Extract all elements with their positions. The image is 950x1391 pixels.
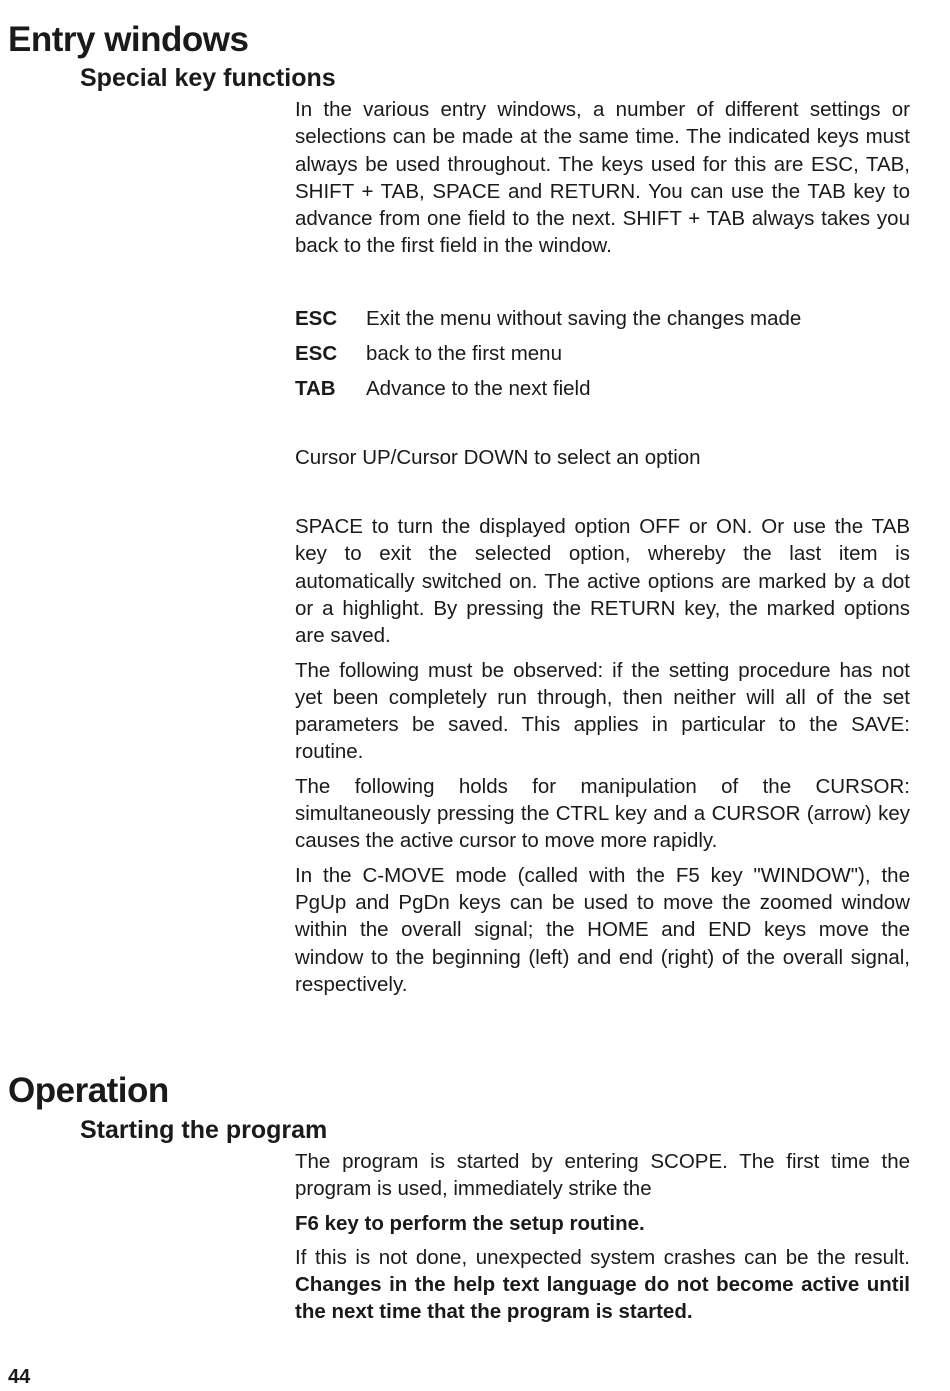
- setup-routine-line: F6 key to perform the setup routine.: [295, 1211, 645, 1235]
- crash-warning-paragraph: [295, 1244, 910, 1326]
- key-label: TAB: [295, 376, 336, 400]
- start-paragraph: The program is started by entering SCOPE. The first time the program is used, immediately strike the: [295, 1150, 910, 1201]
- c-move-paragraph: In the C-MOVE mode (called with the F5 key "WINDOW"), the PgUp and PgDn keys can be used to move the zoomed window within the overall signal; the HOME and END keys move the window to the beginning (left) and end (right) of the overall signal, respectively.: [295, 863, 910, 996]
- operation-body: [295, 1148, 910, 1326]
- language-note-text: Changes in the help text language do not become active until the next time that the program is started.: [295, 1273, 910, 1324]
- key-row: [295, 336, 910, 371]
- key-row: [295, 371, 910, 406]
- intro-paragraph: In the various entry windows, a number of different settings or selections can be made at the same time. The indicated keys must always be used throughout. The keys used for this are ESC, TAB, SHIFT + TAB, SPACE and RETURN. You can use the TAB key to advance from one field to the next. SHIFT + TAB always takes you back to the first field in the window.: [295, 98, 910, 258]
- crash-warning-text: If this is not done, unexpected system crashes can be the result.: [295, 1245, 910, 1269]
- subsection-title-special-key-functions: Special key functions: [80, 64, 336, 92]
- subsection-title-starting-program: Starting the program: [80, 1116, 328, 1144]
- key-description: Exit the menu without saving the changes made: [366, 306, 802, 330]
- key-function-list: [295, 301, 910, 406]
- key-row: [295, 301, 910, 336]
- page-number: 44: [8, 1366, 31, 1388]
- key-description: back to the first menu: [366, 341, 562, 365]
- cursor-paragraph: The following holds for manipulation of the CURSOR: simultaneously pressing the CTRL key and a CURSOR (arrow) key causes the active cursor to move more rapidly.: [295, 774, 910, 853]
- entry-windows-body: [295, 96, 910, 998]
- key-label: ESC: [295, 306, 338, 330]
- key-label: ESC: [295, 341, 338, 365]
- space-paragraph: SPACE to turn the displayed option OFF or ON. Or use the TAB key to exit the selected option, whereby the last item is automatically switched on. The active options are marked by a dot or a highlight. By pressing the RETURN key, the marked options are saved.: [295, 515, 910, 648]
- cursor-instruction: Cursor UP/Cursor DOWN to select an option: [295, 445, 701, 469]
- key-description: Advance to the next field: [366, 376, 591, 400]
- section-title-operation: Operation: [8, 1071, 169, 1110]
- section-title-entry-windows: Entry windows: [8, 20, 249, 59]
- observe-paragraph: The following must be observed: if the setting procedure has not yet been completely run through, then neither will all of the set parameters be saved. This applies in particular to the SAVE: routine.: [295, 658, 910, 764]
